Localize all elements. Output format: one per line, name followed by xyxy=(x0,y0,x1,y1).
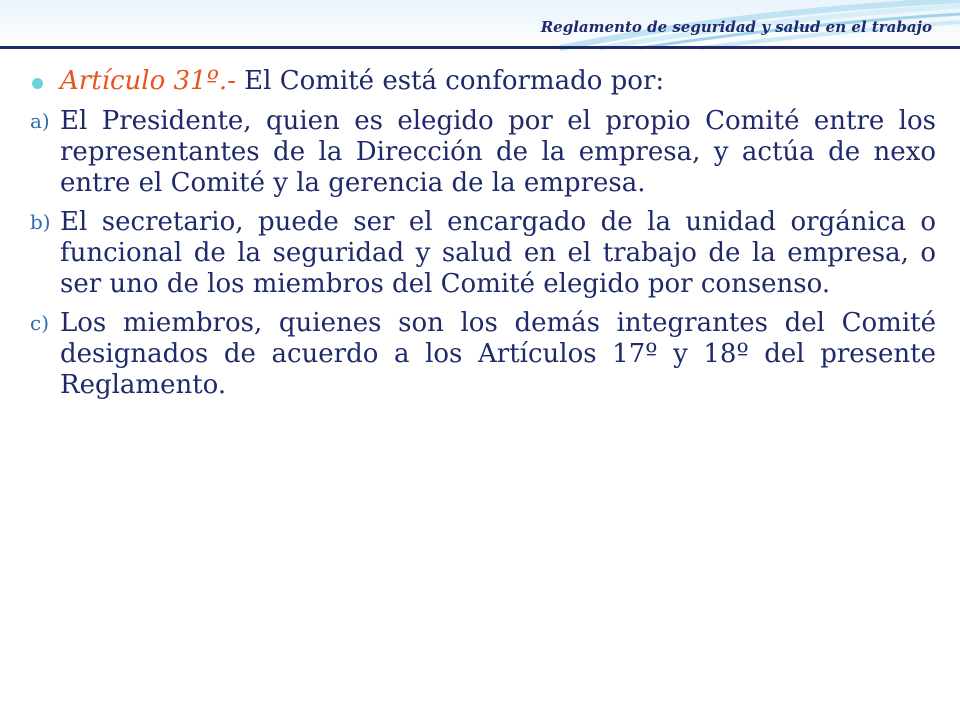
article-intro: El Comité está conformado por: xyxy=(235,66,665,96)
list-item-text: Los miembros, quienes son los demás integrantes del Comité designados de acuerdo a los Artículos 17º y 18º del presente Reglamento. xyxy=(60,308,936,400)
list-item-a xyxy=(30,106,936,199)
list-marker: b) xyxy=(30,210,51,234)
list-item-text: El secretario, puede ser el encargado de la unidad orgánica o funcional de la seguridad y salud en el trabajo de la empresa, o ser uno de los miembros del Comité elegido por consenso. xyxy=(60,207,936,299)
slide-content xyxy=(30,66,936,409)
list-marker: c) xyxy=(30,311,50,335)
header-title: Reglamento de seguridad y salud en el trabajo xyxy=(540,18,932,36)
list-marker: a) xyxy=(30,109,50,133)
list-item-c xyxy=(30,308,936,401)
article-label: Artículo 31º.- xyxy=(60,66,236,96)
bullet-icon xyxy=(32,78,43,89)
header-rule xyxy=(0,46,960,49)
article-heading xyxy=(30,66,936,97)
list-item-b xyxy=(30,207,936,300)
list-item-text: El Presidente, quien es elegido por el propio Comité entre los representantes de la Dirección de la empresa, y actúa de nexo entre el Comité y la gerencia de la empresa. xyxy=(60,106,936,198)
